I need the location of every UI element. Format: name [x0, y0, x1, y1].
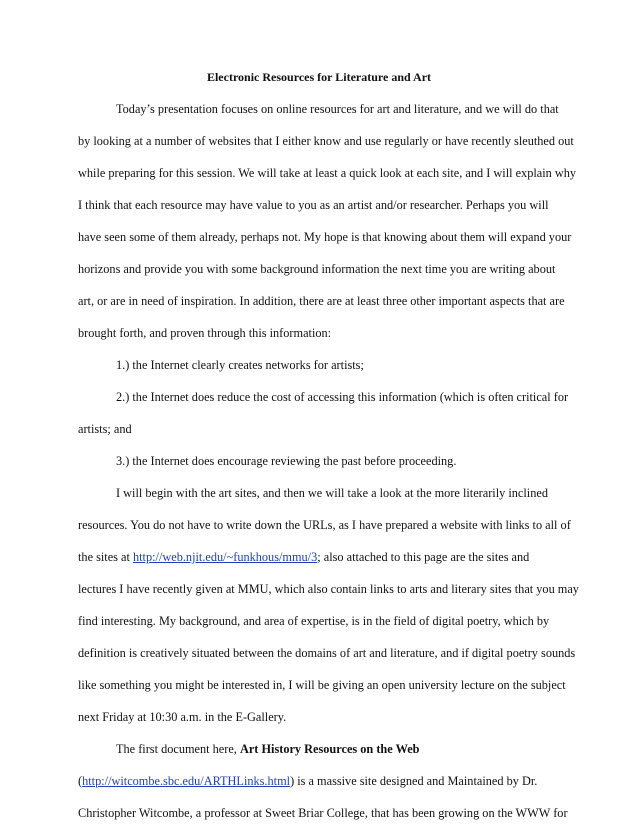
paragraph-line: have seen some of them already, perhaps not. My hope is that knowing about them will expand your: [78, 230, 572, 244]
paragraph-line: horizons and provide you with some background information the next time you are writing about: [78, 262, 556, 276]
paragraph-line: [78, 549, 562, 565]
line-text: ) is a massive site designed and Maintained by Dr.: [290, 774, 538, 788]
paragraph-line: find interesting. My background, and area of expertise, is in the field of digital poetry, which by: [78, 614, 550, 628]
paragraph-line: next Friday at 10:30 a.m. in the E-Gallery.: [78, 710, 287, 724]
mmu-site-link[interactable]: http://web.njit.edu/~funkhous/mmu/3: [132, 550, 318, 564]
paragraph-line: Today’s presentation focuses on online resources for art and literature, and we will do that: [116, 102, 559, 116]
paragraph-line: I will begin with the art sites, and then we will take a look at the more literarily inclined: [116, 486, 548, 500]
list-item: 2.) the Internet does reduce the cost of accessing this information (which is often critical for: [116, 390, 569, 404]
document-title: Electronic Resources for Literature and Art: [206, 70, 432, 84]
paragraph-line: Christopher Witcombe, a professor at Sweet Briar College, that has been growing on the WWW for: [78, 806, 568, 820]
line-text: The first document here,: [116, 742, 240, 756]
list-item: 3.) the Internet does encourage reviewing the past before proceeding.: [116, 454, 457, 468]
line-text: ; also attached to this page are the sites and: [317, 550, 530, 564]
paragraph-line: by looking at a number of websites that I either know and use regularly or have recently sleuthed out: [78, 134, 574, 148]
paragraph-line: [116, 741, 562, 757]
arthlinks-link[interactable]: http://witcombe.sbc.edu/ARTHLinks.html: [82, 774, 291, 788]
paragraph-line: brought forth, and proven through this information:: [78, 326, 332, 340]
line-text: (: [78, 774, 83, 788]
paragraph-line: art, or are in need of inspiration. In addition, there are at least three other important aspects that are: [78, 294, 565, 308]
paragraph-line: while preparing for this session. We will take at least a quick look at each site, and I will explain why: [78, 166, 577, 180]
list-item-continuation: artists; and: [78, 422, 132, 436]
paragraph-line: [78, 773, 562, 789]
resource-title: Art History Resources on the Web: [239, 742, 420, 756]
paragraph-line: lectures I have recently given at MMU, which also contain links to arts and literary sites that you may: [78, 582, 579, 596]
paragraph-line: definition is creatively situated between the domains of art and literature, and if digital poetry sounds: [78, 646, 576, 660]
paragraph-line: like something you might be interested in, I will be giving an open university lecture on the subject: [78, 678, 566, 692]
list-item: 1.) the Internet clearly creates networks for artists;: [116, 358, 364, 372]
line-text: the sites at: [78, 550, 133, 564]
paragraph-line: I think that each resource may have value to you as an artist and/or researcher. Perhaps you will: [78, 198, 549, 212]
paragraph-line: resources. You do not have to write down the URLs, as I have prepared a website with links to all of: [78, 518, 571, 532]
